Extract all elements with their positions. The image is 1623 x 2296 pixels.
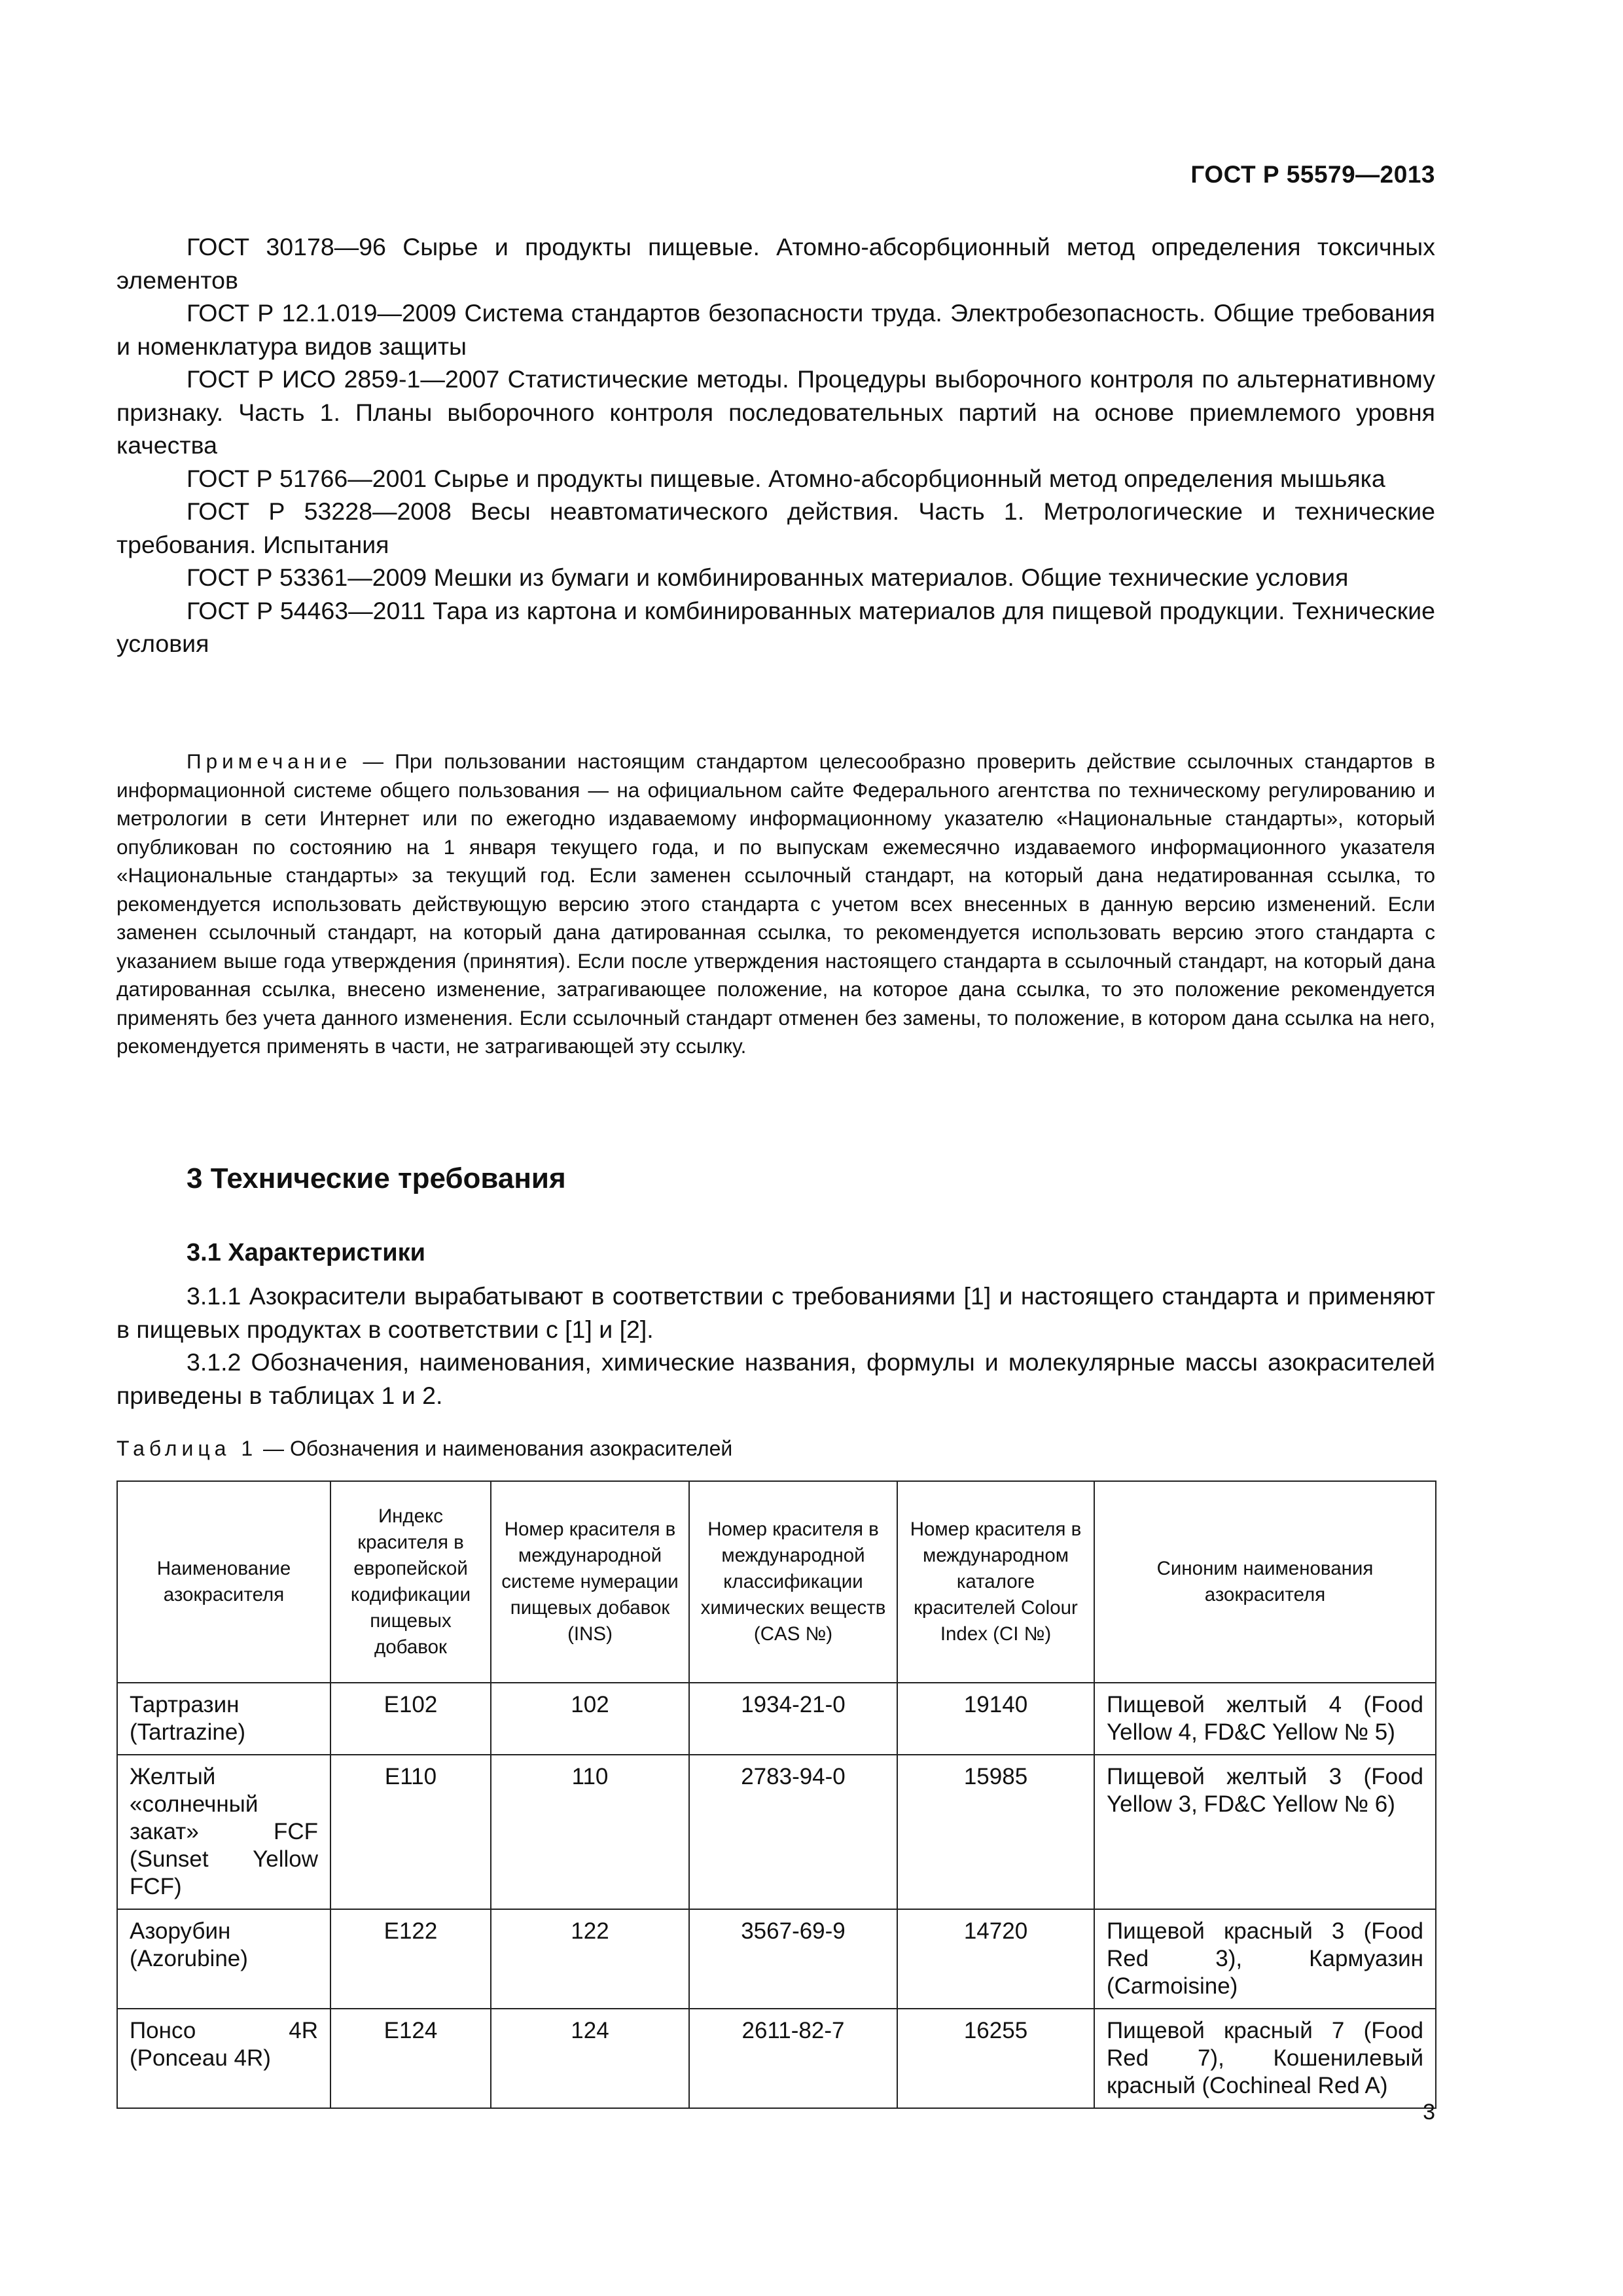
table-row: [117, 2009, 1436, 2108]
table-header-cell: Индекс красителя в европейской кодификации пищевых добавок: [330, 1481, 491, 1683]
reference-item: ГОСТ 30178—96 Сырье и продукты пищевые. Атомно-абсорбционный метод определения токсичных элементов: [116, 233, 1435, 294]
table-cell: 1934-21-0: [689, 1683, 897, 1755]
table-caption: [116, 1437, 732, 1461]
note: [116, 747, 1435, 1061]
table-row: [117, 1683, 1436, 1755]
table-cell: 2783-94-0: [689, 1755, 897, 1909]
table-cell: 2611-82-7: [689, 2009, 897, 2108]
table-header-cell: Наименование азокрасителя: [117, 1481, 330, 1683]
table-cell: 102: [491, 1683, 689, 1755]
section-heading: 3 Технические требования: [187, 1162, 566, 1194]
table-header-row: [117, 1481, 1436, 1683]
page-number: 3: [1423, 2100, 1435, 2125]
table-cell: Пищевой желтый 4 (Food Yellow 4, FD&C Yellow № 5): [1094, 1683, 1436, 1755]
table-cell: Пищевой красный 7 (Food Red 7), Кошенилевый красный (Cochineal Red A): [1094, 2009, 1436, 2108]
table-caption-text: — Обозначения и наименования азокрасителей: [257, 1437, 733, 1460]
table-row: [117, 1909, 1436, 2009]
table-cell: 15985: [897, 1755, 1094, 1909]
subsection-heading: 3.1 Характеристики: [187, 1239, 426, 1266]
section-body: [116, 1280, 1435, 1412]
note-label: Примечание: [187, 749, 352, 773]
document-id: ГОСТ Р 55579—2013: [1190, 161, 1435, 188]
table-cell: 3567-69-9: [689, 1909, 897, 2009]
table-caption-label: Таблица 1: [116, 1437, 258, 1460]
paragraph: 3.1.1 Азокрасители вырабатывают в соответствии с требованиями [1] и настоящего стандарта и применяют в пищевых продуктах в соответствии с [1] и [2].: [116, 1282, 1435, 1343]
table-cell: Тартразин (Tartrazine): [117, 1683, 330, 1755]
table-cell: 124: [491, 2009, 689, 2108]
table-cell: Пищевой желтый 3 (Food Yellow 3, FD&C Yellow № 6): [1094, 1755, 1436, 1909]
table-cell: Пищевой красный 3 (Food Red 3), Кармуазин (Carmoisine): [1094, 1909, 1436, 2009]
reference-item: ГОСТ Р 54463—2011 Тара из картона и комбинированных материалов для пищевой продукции. Технические условия: [116, 596, 1435, 657]
reference-item: ГОСТ Р 12.1.019—2009 Система стандартов безопасности труда. Электробезопасность. Общие требования и номенклатура видов защиты: [116, 299, 1435, 360]
dyes-table: [116, 1480, 1436, 2109]
table-cell: E110: [330, 1755, 491, 1909]
table-cell: E122: [330, 1909, 491, 2009]
table-cell: E102: [330, 1683, 491, 1755]
document-page: [116, 0, 1435, 2296]
table-cell: Понсо 4R (Ponceau 4R): [117, 2009, 330, 2108]
table-cell: 16255: [897, 2009, 1094, 2108]
note-text: — При пользовании настоящим стандартом целесообразно проверить действие ссылочных стандартов в информационной системе общего пользования — на официальном сайте Федерального агентства по техническому регулированию и метрологии в сети Интернет или по ежегодно издаваемому информационному указателю «Национальные стандарты», который опубликован по состоянию на 1 января текущего года, и по выпускам ежемесячно издаваемого информационного указателя «Национальные стандарты» за текущий год. Если заменен ссылочный стандарт, на который дана недатированная ссылка, то рекомендуется использовать действующую версию этого стандарта с учетом всех внесенных в данную версию изменений. Если заменен ссылочный стандарт, на который дана датированная ссылка, то рекомендуется использовать версию этого стандарта с указанием выше года утверждения (принятия). Если после утверждения настоящего стандарта в ссылочный стандарт, на который дана датированная ссылка, внесено изменение, затрагивающее положение, на которое дана ссылка, то это положение рекомендуется применять без учета данного изменения. Если ссылочный стандарт отменен без замены, то положение, в котором дана ссылка на него, рекомендуется применять в части, не затрагивающей эту ссылку.: [116, 749, 1435, 1058]
reference-item: ГОСТ Р 53361—2009 Мешки из бумаги и комбинированных материалов. Общие технические условия: [187, 564, 1349, 591]
table-header-cell: Номер красителя в международной классификации химических веществ (CAS №): [689, 1481, 897, 1683]
reference-item: ГОСТ Р ИСО 2859-1—2007 Статистические методы. Процедуры выборочного контроля по альтернативному признаку. Часть 1. Планы выборочного контроля последовательных партий на основе приемлемого уровня качества: [116, 365, 1435, 459]
reference-item: ГОСТ Р 53228—2008 Весы неавтоматического действия. Часть 1. Метрологические и технические требования. Испытания: [116, 497, 1435, 558]
table-cell: Желтый «солнечный закат» FCF (Sunset Yellow FCF): [117, 1755, 330, 1909]
table-cell: E124: [330, 2009, 491, 2108]
table-cell: 110: [491, 1755, 689, 1909]
table-cell: 122: [491, 1909, 689, 2009]
paragraph: 3.1.2 Обозначения, наименования, химические названия, формулы и молекулярные массы азокрасителей приведены в таблицах 1 и 2.: [116, 1348, 1435, 1409]
reference-item: ГОСТ Р 51766—2001 Сырье и продукты пищевые. Атомно-абсорбционный метод определения мышьяка: [187, 464, 1385, 492]
table-cell: Азорубин (Azorubine): [117, 1909, 330, 2009]
table-cell: 14720: [897, 1909, 1094, 2009]
table-cell: 19140: [897, 1683, 1094, 1755]
table-header-cell: Номер красителя в международной системе нумерации пищевых добавок (INS): [491, 1481, 689, 1683]
table-header-cell: Номер красителя в международном каталоге красителей Colour Index (CI №): [897, 1481, 1094, 1683]
table-row: [117, 1755, 1436, 1909]
normative-references: [116, 230, 1435, 660]
table-header-cell: Синоним наименования азокрасителя: [1094, 1481, 1436, 1683]
